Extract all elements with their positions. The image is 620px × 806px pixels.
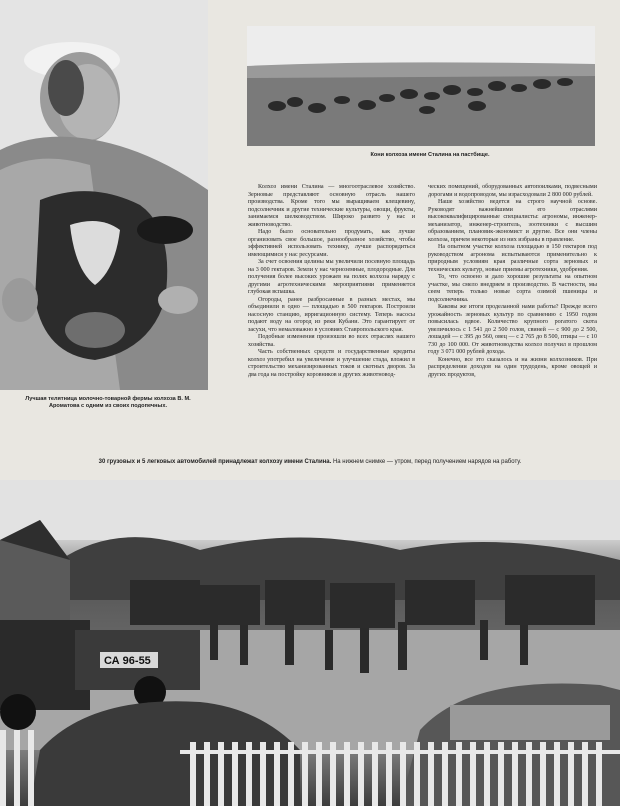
portrait-photo [0, 0, 208, 390]
trucks-illustration [0, 480, 620, 806]
horses-caption: Кони колхоза имени Сталина на пастбище. [370, 152, 490, 158]
article-paragraph: То, что освоено и дало хорошие результаты на опытном участке, мы смело внедряем в производство. В частности, мы сеем теперь только новые сорта озимой пшеницы и подсолнечника. [428, 274, 597, 303]
article-paragraph: За счет освоения целины мы увеличили посевную площадь на 3 000 гектаров. Земли у нас черноземные, плодородные. Для получения более высоких урожаев на полях колхоза наряду с другими агротехническими мероприятиями применяется глубокая вспашка. [248, 259, 415, 295]
trucks-caption-sub: На нижнем снимке — утром, перед получением нарядов на работу. [332, 459, 522, 465]
trucks-photo [0, 480, 620, 806]
article-paragraph: ческих помещений, оборудованных автопоилками, подвесными дорогами и водопроводом, мы израсходовали 2 800 000 рублей. [428, 184, 597, 198]
truck-plate: СА 96-55 [104, 655, 151, 667]
trucks-caption-main: 30 грузовых и 5 легковых автомобилей принадлежат колхозу имени Сталина. [98, 459, 332, 465]
portrait-illustration [0, 0, 208, 390]
article-paragraph: Надо было основательно продумать, как лучше организовать свое большое, разнообразное хозяйство, чтобы эффективней использовать технику, лучше распорядиться имеющимися у нас ресурсами. [248, 229, 415, 258]
article-paragraph: Подобные изменения произошли во всех отраслях нашего хозяйства. [248, 334, 415, 348]
horses-photo [247, 26, 595, 146]
portrait-caption: Лучшая телятница молочно-товарной фермы колхоза В. М. Ароматова с одним из своих подопечных. [25, 396, 191, 409]
trucks-caption [0, 459, 620, 465]
article-paragraph: Каковы же итоги проделанной нами работы? Прежде всего урожайность зерновых культур по сравнению с 1950 годом повысилась вдвое. Количество крупного рогатого скота увеличилось с 1 541 до 2 500 голов, свиней — с 900 до 2 500, лошадей — с 395 до 560, овец — с 2 765 до 8 500, птицы — с 10 730 до 100 000. От животноводства колхоз получил в прошлом году 3 071 000 рублей дохода. [428, 304, 597, 355]
article-column-right [428, 184, 597, 454]
article-paragraph: Колхоз имени Сталина — многоотраслевое хозяйство. Зерновые представляют основную отрасль нашего производства. Кроме того мы выращиваем клещевину, подсолнечник и другие технические культуры, овощи, фрукты, занимаемся шелководством. Широко развито у нас и животноводство. [248, 184, 415, 228]
article-paragraph: Наше хозяйство ведется на строго научной основе. Руководят важнейшими его отраслями высококвалифицированные специалисты: агрономы, инженер-механизатор, инженер-строитель, зоотехники с высшим образованием, плановик-экономист и другие. Все они члены колхоза, причем некоторые из них избраны в правление. [428, 199, 597, 243]
horses-illustration [247, 26, 595, 146]
article-paragraph: На опытном участке колхоза площадью в 150 гектаров под руководством агронома испытываются применительно к природным условиям края различные сорта зерновых и технических культур, новые приемы агротехники, удобрения. [428, 244, 597, 273]
article-paragraph: Огороды, ранее разбросанные в разных местах, мы объединили в одно — площадью в 500 гектаров. Построили насосную станцию, ирригационную систему. Теперь насосы подают воду на огород из реки Кубани. Это гарантирует от засухи, что немаловажно в условиях Ставропольского края. [248, 296, 415, 333]
article-paragraph: Конечно, все это сказалось и на жизни колхозников. При распределении доходов на один трудодень, кроме овощей и других продуктов, [428, 356, 597, 378]
article-column-left [248, 184, 415, 454]
article-paragraph: Часть собственных средств и государственные кредиты колхоз употребил на увеличение и улучшение стада, вложил в строительство механизированных токов и скотных дворов. За два года на постройку коровников и других животновод- [248, 349, 415, 378]
